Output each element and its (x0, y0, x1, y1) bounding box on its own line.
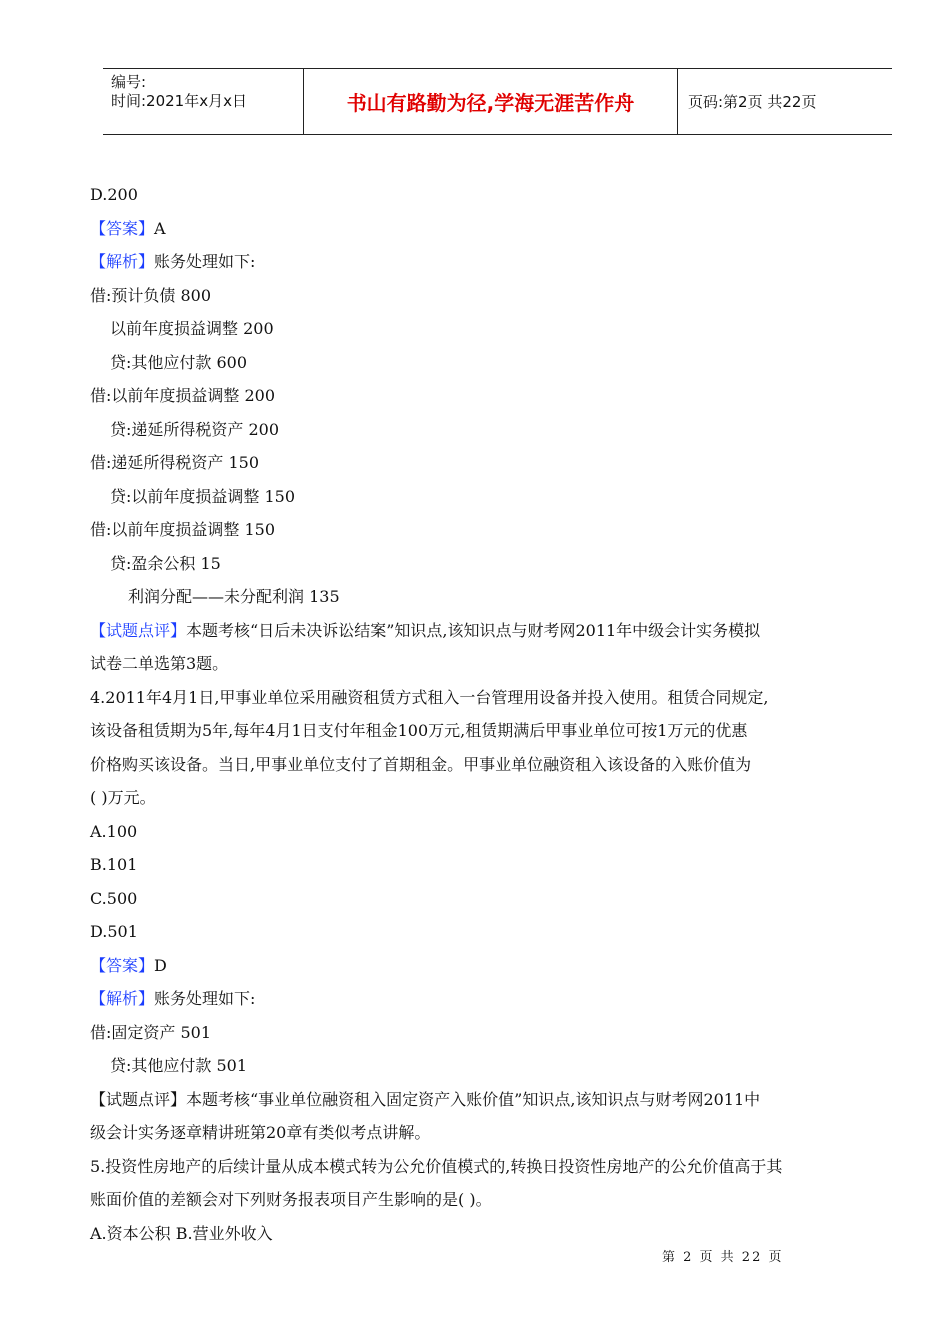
line-text: 贷:盈余公积 15 (110, 553, 221, 573)
line-text: 本题考核“日后未决诉讼结案”知识点,该知识点与财考网2011年中级会计实务模拟 (186, 620, 761, 640)
line-text: 借:递延所得税资产 150 (90, 453, 260, 472)
page-footer: 第 2 页 共 22 页 (662, 1250, 784, 1265)
text-line (90, 513, 902, 547)
line-text: 【试题点评】本题考核“事业单位融资租入固定资产入账价值”知识点,该知识点与财考网2011中 (90, 1089, 761, 1109)
section-label: 【解析】 (90, 252, 155, 271)
line-text: 借:预计负债 800 (90, 285, 212, 305)
text-line (90, 882, 902, 916)
line-text: 账务处理如下: (154, 252, 256, 271)
line-text: 借:以前年度损益调整 200 (90, 386, 276, 405)
text-line (90, 413, 902, 447)
text-line (90, 681, 902, 715)
text-line (90, 178, 902, 212)
document-body (90, 178, 902, 1250)
section-label: 【答案】 (90, 955, 155, 975)
header-number: 编号: (111, 73, 147, 91)
line-text: 借:固定资产 501 (90, 1022, 212, 1042)
line-text: 级会计实务逐章精讲班第20章有类似考点讲解。 (90, 1123, 431, 1142)
line-text: A.资本公积 B.营业外收入 (90, 1223, 273, 1243)
line-text: D.200 (90, 185, 138, 204)
line-text: 4.2011年4月1日,甲事业单位采用融资租赁方式租入一台管理用设备并投入使用。租赁合同规定, (90, 687, 769, 707)
line-text: ( )万元。 (90, 788, 156, 807)
text-line (90, 1083, 902, 1117)
text-line (90, 614, 902, 648)
header-motto: 书山有路勤为径,学海无涯苦作舟 (304, 69, 678, 134)
line-text: C.500 (90, 888, 138, 908)
line-text: A.100 (90, 821, 138, 841)
line-text: 该设备租赁期为5年,每年4月1日支付年租金100万元,租赁期满后甲事业单位可按1万元的优惠 (90, 721, 748, 740)
text-line (90, 949, 902, 983)
section-label: 【试题点评】 (90, 620, 187, 640)
line-text: A (154, 218, 166, 238)
line-text: 利润分配——未分配利润 135 (128, 587, 340, 606)
text-line (90, 279, 902, 313)
line-text: 贷:以前年度损益调整 150 (110, 486, 296, 506)
text-line (90, 480, 902, 514)
line-text: 5.投资性房地产的后续计量从成本模式转为公允价值模式的,转换日投资性房地产的公允价值高于其 (90, 1156, 783, 1176)
text-line (90, 748, 902, 782)
text-line (90, 848, 902, 882)
line-text: D (154, 955, 167, 975)
header-page-number: 页码:第2页 共22页 (688, 93, 817, 111)
text-line (90, 312, 902, 346)
text-line (90, 1183, 902, 1217)
text-line (90, 982, 902, 1016)
text-line (90, 547, 902, 581)
text-line (90, 1217, 902, 1251)
text-line (90, 915, 902, 949)
text-line (90, 647, 902, 681)
text-line (90, 580, 902, 614)
text-line (90, 714, 902, 748)
text-line (90, 781, 902, 815)
text-line (90, 1116, 902, 1150)
line-text: 贷:其他应付款 501 (110, 1056, 248, 1075)
section-label: 【解析】 (90, 989, 155, 1008)
line-text: 账务处理如下: (154, 989, 256, 1008)
line-text: B.101 (90, 855, 138, 874)
text-line (90, 346, 902, 380)
line-text: 价格购买该设备。当日,甲事业单位支付了首期租金。甲事业单位融资租入该设备的入账价值为 (90, 754, 752, 774)
text-line (90, 1016, 902, 1050)
text-line (90, 1049, 902, 1083)
text-line (90, 379, 902, 413)
line-text: 账面价值的差额会对下列财务报表项目产生影响的是( )。 (90, 1190, 492, 1209)
header-time: 时间:2021年x月x日 (111, 92, 247, 110)
section-label: 【答案】 (90, 218, 155, 238)
text-line (90, 245, 902, 279)
header-meta (103, 69, 304, 134)
text-line (90, 1150, 902, 1184)
line-text: 贷:其他应付款 600 (110, 352, 248, 372)
page-header (103, 68, 892, 135)
line-text: 试卷二单选第3题。 (90, 654, 229, 673)
line-text: 贷:递延所得税资产 200 (110, 419, 280, 439)
line-text: 借:以前年度损益调整 150 (90, 520, 276, 539)
text-line (90, 212, 902, 246)
line-text: 以前年度损益调整 200 (110, 319, 274, 338)
text-line (90, 815, 902, 849)
text-line (90, 446, 902, 480)
line-text: D.501 (90, 922, 138, 941)
